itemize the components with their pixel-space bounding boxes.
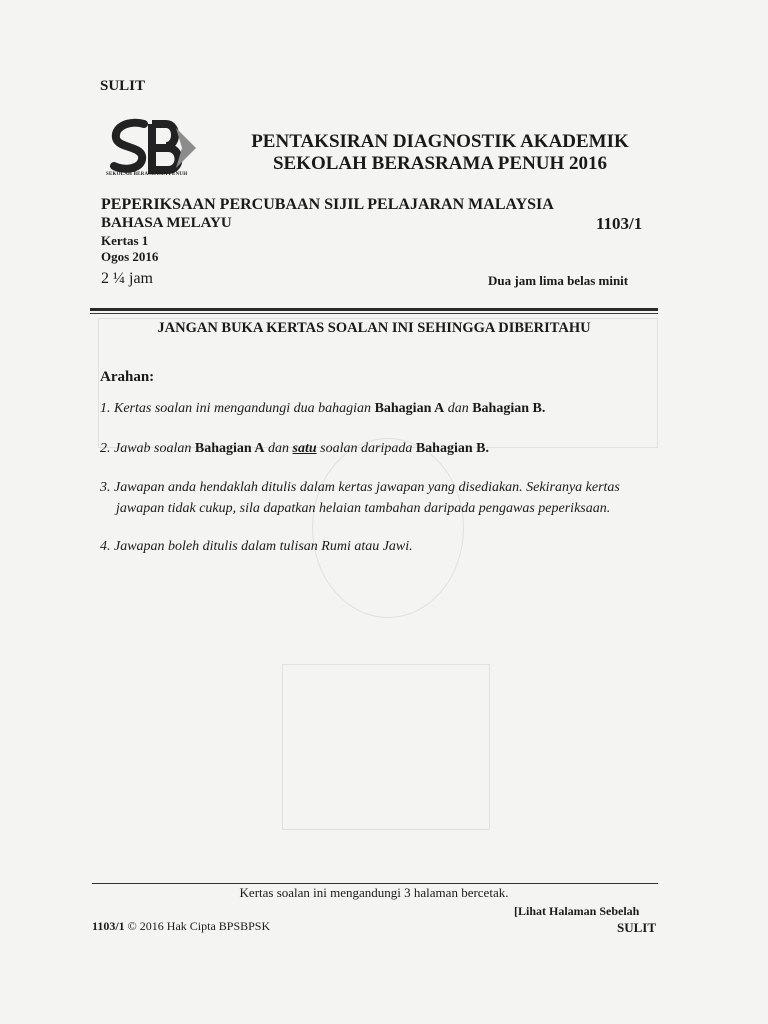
instruction-3: 3. Jawapan anda hendaklah ditulis dalam kertas jawapan yang disediakan. Sekiranya kertas jawapan tidak cukup, sila dapatkan helaian tambahan daripada pengawas peperiksaan. xyxy=(100,480,620,516)
exam-duration-words: Dua jam lima belas minit xyxy=(488,273,629,288)
school-title: SEKOLAH BERASRAMA PENUH 2016 xyxy=(272,153,608,174)
instructions-heading: Arahan: xyxy=(100,369,155,385)
exam-date: Ogos 2016 xyxy=(101,249,159,264)
paper-number: Kertas 1 xyxy=(101,233,149,248)
paper-code: 1103/1 xyxy=(596,214,643,233)
bleed-through-box-bottom xyxy=(282,664,490,830)
exam-title: PEPERIKSAAN PERCUBAAN SIJIL PELAJARAN MALAYSIA xyxy=(101,196,554,213)
copyright-line: 1103/1 © 2016 Hak Cipta BPSBPSK xyxy=(92,919,271,933)
bleed-through-box-top xyxy=(98,318,658,448)
footer-rule xyxy=(92,883,658,884)
logo-caption: SEKOLAH BERASRAMA PENUH xyxy=(106,172,188,177)
instruction-2: 2. Jawab soalan Bahagian A dan satu soalan daripada Bahagian B. xyxy=(100,441,489,456)
instruction-1: 1. Kertas soalan ini mengandungi dua bahagian Bahagian A dan Bahagian B. xyxy=(100,401,546,416)
assessment-title: PENTAKSIRAN DIAGNOSTIK AKADEMIK xyxy=(251,131,629,152)
exam-duration: 2 ¼ jam xyxy=(101,270,153,287)
classification-label-bottom: SULIT xyxy=(617,920,657,935)
bleed-through-circle xyxy=(312,438,464,618)
page-count-note: Kertas soalan ini mengandungi 3 halaman bercetak. xyxy=(239,885,509,900)
classification-label-top: SULIT xyxy=(100,78,146,94)
subject-name: BAHASA MELAYU xyxy=(101,215,232,231)
do-not-open-warning: JANGAN BUKA KERTAS SOALAN INI SEHINGGA DIBERITAHU xyxy=(157,320,591,336)
header-rule-thin xyxy=(90,313,658,314)
header-rule-thick xyxy=(90,308,658,311)
instruction-4: 4. Jawapan boleh ditulis dalam tulisan Rumi atau Jawi. xyxy=(100,539,413,554)
next-page-note: [Lihat Halaman Sebelah xyxy=(514,904,640,918)
